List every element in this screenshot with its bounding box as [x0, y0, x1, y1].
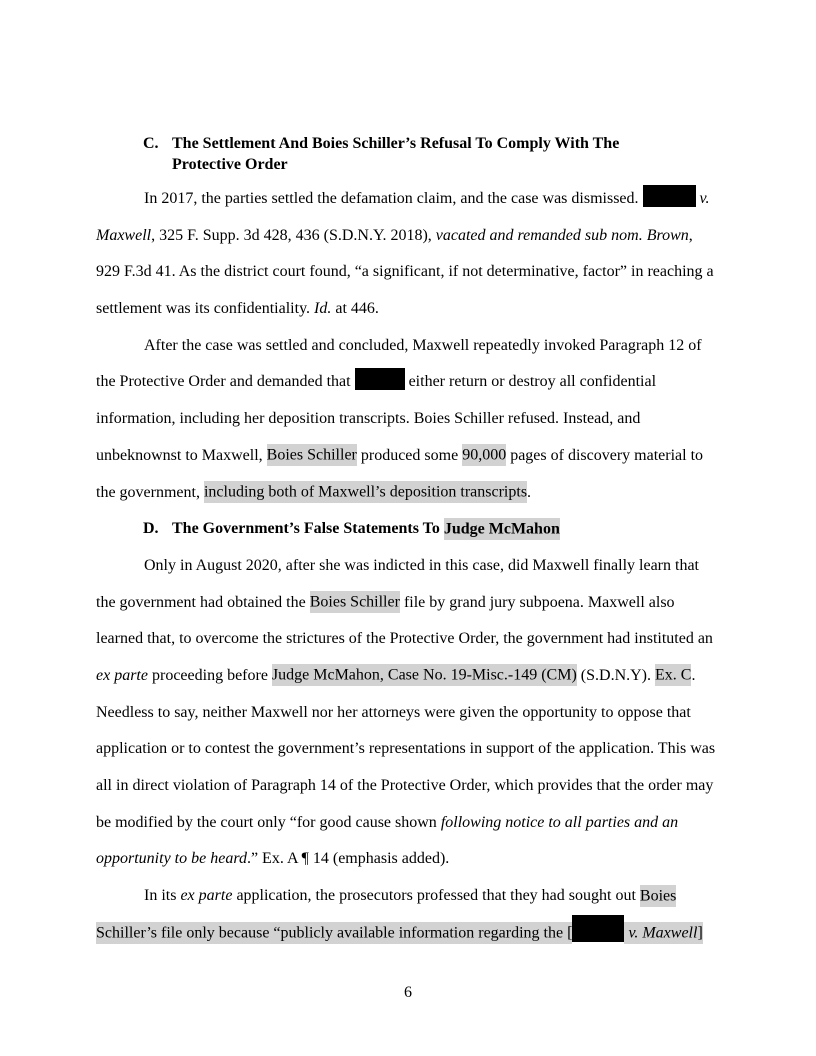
text-segment: ex parte	[96, 666, 148, 684]
heading-line	[172, 154, 720, 175]
text-segment: learned that, to overcome the strictures of the Protective Order, the government had instituted an	[96, 630, 713, 648]
text-line	[96, 585, 720, 622]
redaction-box	[572, 915, 624, 942]
section-heading-d	[96, 511, 720, 548]
highlighted-text: Boies Schiller	[310, 591, 400, 613]
highlighted-text: 90,000	[462, 444, 506, 466]
highlighted-text: Boies	[640, 885, 676, 907]
heading-text	[172, 511, 720, 548]
text-line	[96, 475, 720, 512]
heading-number: D.	[143, 520, 159, 538]
text-line	[96, 438, 720, 475]
text-line	[96, 841, 720, 878]
text-line	[96, 364, 720, 401]
text-segment: produced some	[356, 446, 463, 464]
text-segment: In 2017, the parties settled the defamation claim, and the case was dismissed.	[144, 190, 643, 207]
text-segment: After the case was settled and concluded, Maxwell repeatedly invoked Paragraph 12 of	[144, 336, 702, 354]
text-line	[96, 254, 720, 291]
highlighted-text: Judge McMahon	[444, 518, 560, 540]
text-segment: the government,	[96, 483, 204, 501]
text-segment: v.	[699, 190, 710, 207]
redaction-box	[355, 368, 405, 390]
text-segment: the government had obtained the	[96, 593, 310, 611]
document-body	[96, 0, 720, 951]
text-segment: ex parte	[180, 887, 233, 905]
text-line	[96, 621, 720, 658]
text-segment: file by grand jury subpoena. Maxwell also	[399, 593, 675, 611]
text-line	[96, 181, 720, 218]
text-segment: information, including her deposition transcripts. Boies Schiller refused. Instead, and	[96, 410, 641, 428]
text-segment: .	[527, 483, 532, 501]
text-line	[96, 658, 720, 695]
highlighted-text: Judge McMahon, Case No. 19-Misc.-149 (CM)	[272, 664, 577, 686]
paragraph-3	[96, 548, 720, 878]
text-line	[96, 731, 720, 768]
text-segment: The Settlement And Boies Schiller’s Refusal To Comply With The	[172, 135, 620, 152]
text-segment: Needless to say, neither Maxwell nor her attorneys were given the opportunity to oppose that	[96, 703, 691, 721]
text-segment: , 325 F. Supp. 3d 428, 436 (S.D.N.Y. 2018),	[151, 226, 436, 244]
text-segment: opportunity to be heard	[96, 850, 247, 868]
text-segment: application or to contest the government’s representations in support of the application. This was	[96, 740, 716, 758]
text-line	[96, 768, 720, 805]
highlighted-text: Schiller’s file only because “publicly available information regarding the [	[96, 922, 572, 944]
text-segment: all in direct violation of Paragraph 14 of the Protective Order, which provides that the order may	[96, 777, 714, 794]
text-segment: The Government’s False Statements To	[172, 520, 444, 538]
highlighted-text: Boies Schiller	[267, 444, 357, 466]
text-segment: unbeknownst to Maxwell,	[96, 446, 267, 464]
text-segment: the Protective Order and demanded that	[96, 373, 355, 391]
heading-number: C.	[143, 135, 159, 152]
text-segment: Id.	[314, 300, 332, 318]
section-heading-c	[96, 133, 720, 175]
paragraph-4	[96, 878, 720, 951]
text-segment: Maxwell	[96, 226, 152, 244]
heading-text	[172, 133, 720, 175]
heading-line	[172, 133, 720, 154]
text-segment: following notice to all parties and an	[440, 813, 679, 831]
text-line	[96, 218, 720, 255]
text-line	[96, 548, 720, 585]
text-line	[96, 878, 720, 915]
text-line	[96, 915, 720, 952]
text-segment: .	[691, 666, 696, 684]
page-number: 6	[404, 984, 412, 1001]
text-segment: at 446.	[331, 300, 379, 318]
text-segment: proceeding before	[147, 666, 272, 684]
text-segment: settlement was its confidentiality.	[96, 300, 315, 318]
text-line	[96, 695, 720, 732]
text-segment: .” Ex. A ¶ 14 (emphasis added).	[246, 850, 450, 868]
text-segment: pages of discovery material to	[506, 446, 704, 464]
text-line	[96, 401, 720, 438]
text-segment: application, the prosecutors professed that they had sought out	[232, 887, 640, 905]
highlighted-text: v. Maxwell	[628, 922, 697, 944]
redaction-box	[643, 185, 696, 207]
text-segment: either return or destroy all confidential	[404, 373, 657, 391]
highlighted-text: Ex. C	[655, 664, 691, 686]
text-segment: ,	[688, 226, 693, 244]
text-line	[96, 328, 720, 365]
paragraph-2	[96, 328, 720, 511]
text-segment: Protective Order	[172, 156, 288, 173]
paragraph-1	[96, 181, 720, 328]
text-segment: Only in August 2020, after she was indicted in this case, did Maxwell finally learn that	[144, 556, 699, 574]
text-segment: vacated and remanded sub nom. Brown	[435, 226, 689, 244]
highlighted-text: including both of Maxwell’s deposition transcripts	[204, 481, 527, 503]
heading-line	[172, 511, 720, 548]
highlighted-text: ]	[697, 922, 702, 944]
text-segment: be modified by the court only “for good cause shown	[96, 813, 441, 831]
text-line	[96, 291, 720, 328]
text-segment: In its	[144, 887, 181, 905]
text-line	[96, 805, 720, 842]
text-segment: 929 F.3d 41. As the district court found, “a significant, if not determinative, factor” in reaching a	[96, 263, 714, 281]
text-segment: (S.D.N.Y).	[576, 666, 655, 684]
